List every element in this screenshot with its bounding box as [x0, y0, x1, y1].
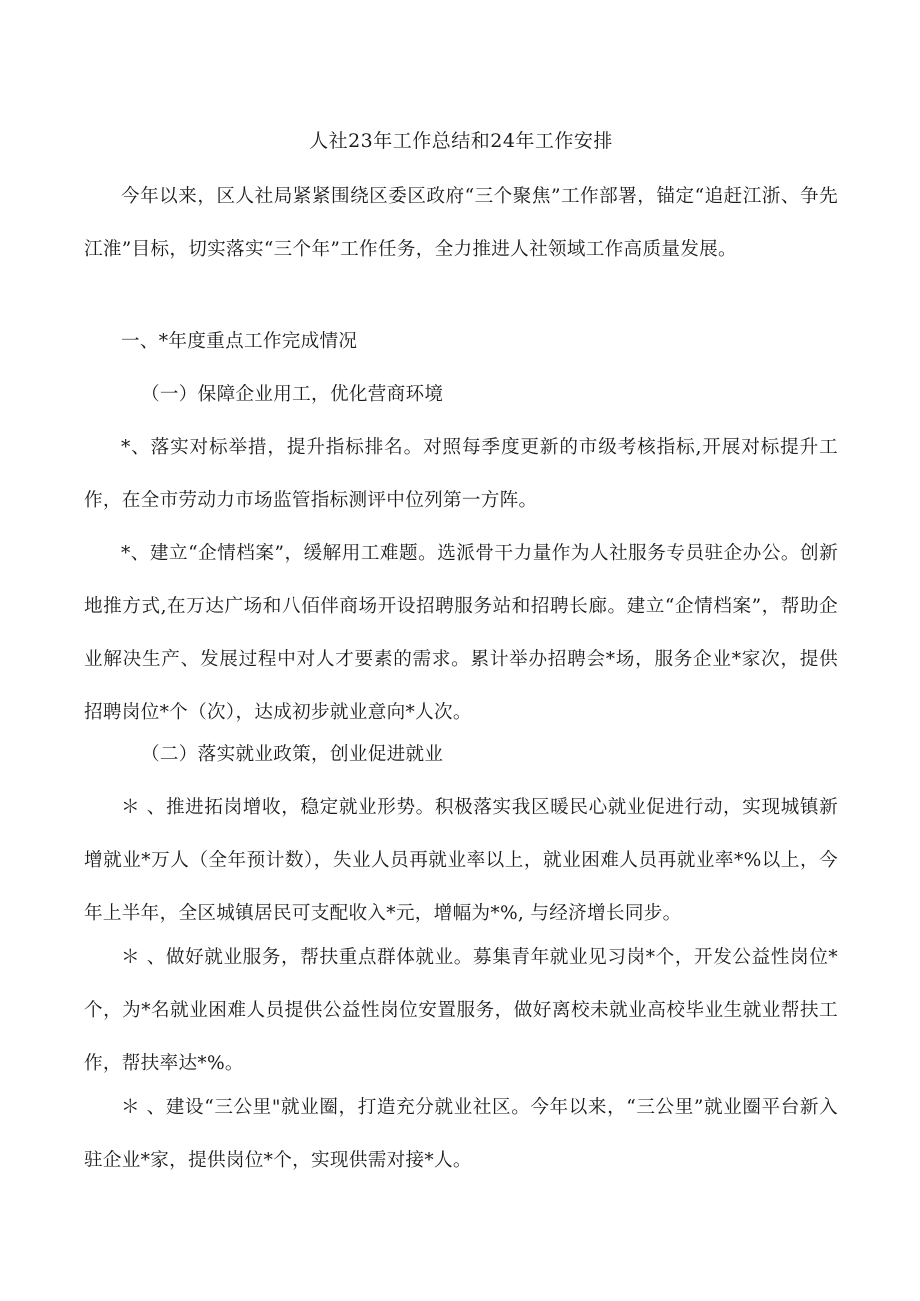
paragraph-item-3: ＊ 、推进拓岗增收，稳定就业形势。积极落实我区暖民心就业促进行动，实现城镇新增就业*万人（全年预计数），失业人员再就业率以上，就业困难人员再就业率*%以上，今年上半年，全区城镇居民可支配收入*元，增幅为*%, 与经济增长同步。 [84, 797, 838, 924]
section-heading-1: 一、*年度重点工作完成情况 [121, 331, 358, 352]
document-title: 人社23年工作总结和24年工作安排 [309, 130, 613, 152]
paragraph-item-5: ＊ 、建设“三公里"就业圈，打造充分就业社区。今年以来，“三公里”就业圈平台新入驻企业*家，提供岗位*个，实现供需对接*人。 [84, 1097, 838, 1171]
paragraph-item-4: ＊ 、做好就业服务，帮扶重点群体就业。募集青年就业见习岗*个，开发公益性岗位*个，为*名就业困难人员提供公益性岗位安置服务，做好离校未就业高校毕业生就业帮扶工作，帮扶率达*%。 [84, 947, 838, 1074]
intro-paragraph: 今年以来，区人社局紧紧围绕区委区政府“三个聚焦”工作部署，锚定“追赶江浙、争先江淮”目标，切实落实“三个年”工作任务，全力推进人社领域工作高质量发展。 [84, 186, 838, 260]
paragraph-item-1: *、落实对标举措，提升指标排名。对照每季度更新的市级考核指标,开展对标提升工作，在全市劳动力市场监管指标测评中位列第一方阵。 [84, 437, 838, 511]
subsection-heading-1: （一）保障企业用工，优化营商环境 [141, 384, 444, 405]
subsection-heading-2: （二）落实就业政策，创业促进就业 [141, 744, 444, 765]
paragraph-item-2: *、建立“企情档案”，缓解用工难题。选派骨干力量作为人社服务专员驻企办公。创新地推方式,在万达广场和八佰伴商场开设招聘服务站和招聘长廊。建立“企情档案”，帮助企业解决生产、发展过程中对人才要素的需求。累计举办招聘会*场，服务企业*家次，提供招聘岗位*个（次），达成初步就业意向*人次。 [84, 543, 838, 723]
